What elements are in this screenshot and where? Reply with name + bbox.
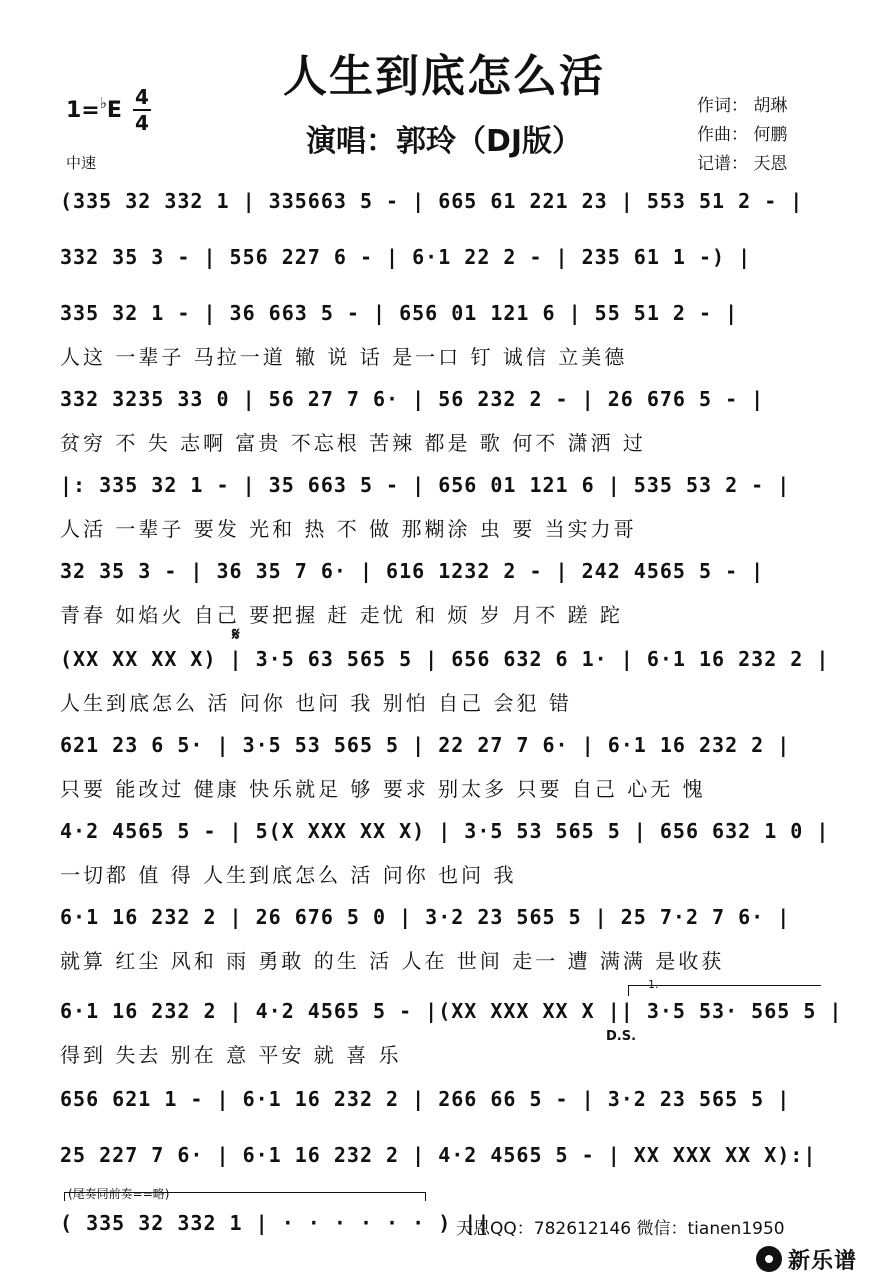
lyric-line: 就算 红尘 风和 雨 勇敢 的生 活 人在 世间 走一 遭 满满 是收获	[60, 949, 725, 973]
notation-line: ( 335 32 332 1 | · · · · · · ) ||	[60, 1211, 491, 1235]
music-disc-icon	[756, 1246, 782, 1272]
notation-line: |: 335 32 1 - | 35 663 5 - | 656 01 121 6 | 535 53 2 - |	[60, 473, 791, 497]
segno-sign: 𝄋	[232, 624, 240, 645]
time-signature-top: 4	[135, 85, 149, 109]
notation-line: (XX XX XX X) | 3·5 63 565 5 | 656 632 6 1· | 6·1 16 232 2 |	[60, 647, 830, 671]
transcriber-credit: 记谱： 天恩	[697, 154, 788, 174]
notation-line: 621 23 6 5· | 3·5 53 565 5 | 22 27 7 6· | 6·1 16 232 2 |	[60, 733, 791, 757]
key-signature: 1=♭E	[66, 94, 122, 123]
dal-segno-mark: D.S.	[606, 1029, 637, 1044]
notation-line: 25 227 7 6· | 6·1 16 232 2 | 4·2 4565 5 - | XX XXX XX X):|	[60, 1143, 817, 1167]
lyric-line: 人这 一辈子 马拉一道 辙 说 话 是一口 钉 诚信 立美德	[60, 345, 628, 369]
lyric-line: 青春 如焰火 自己 要把握 赶 走忧 和 烦 岁 月不 蹉 跎	[60, 603, 623, 627]
brand-logo	[756, 1242, 857, 1276]
credits	[697, 92, 787, 179]
notation-line: 6·1 16 232 2 | 26 676 5 0 | 3·2 23 565 5 | 25 7·2 7 6· |	[60, 905, 791, 929]
time-signature	[133, 86, 151, 134]
lyric-line: 贫穷 不 失 志啊 富贵 不忘根 苦辣 都是 歌 何不 潇洒 过	[60, 431, 646, 455]
notation-line: 6·1 16 232 2 | 4·2 4565 5 - |(XX XXX XX X || 3·5 53· 565 5 |	[60, 999, 843, 1023]
notation-line: 32 35 3 - | 36 35 7 6· | 616 1232 2 - | 242 4565 5 - |	[60, 559, 765, 583]
brand-name: 新乐谱	[788, 1248, 858, 1274]
outro-bracket	[64, 1192, 426, 1201]
notation-line: 656 621 1 - | 6·1 16 232 2 | 266 66 5 - | 3·2 23 565 5 |	[60, 1087, 791, 1111]
lyric-line: 人生到底怎么 活 问你 也问 我 别怕 自己 会犯 错	[60, 691, 572, 715]
composer-credit: 作曲： 何鹏	[697, 125, 788, 145]
outro-note: (尾奏同前奏==略)	[68, 1187, 170, 1201]
lyric-line: 一切都 值 得 人生到底怎么 活 问你 也问 我	[60, 863, 517, 887]
notation-line: (335 32 332 1 | 335663 5 - | 665 61 221 23 | 553 51 2 - |	[60, 189, 804, 213]
notation-line: 332 3235 33 0 | 56 27 7 6· | 56 232 2 - | 26 676 5 - |	[60, 387, 765, 411]
notation-line: 332 35 3 - | 556 227 6 - | 6·1 22 2 - | 235 61 1 -) |	[60, 245, 752, 269]
notation-line: 335 32 1 - | 36 663 5 - | 656 01 121 6 | 55 51 2 - |	[60, 301, 739, 325]
singer-subtitle: 演唱：郭玲（DJ版）	[305, 124, 583, 159]
volta-label: 1.	[648, 978, 659, 991]
song-title: 人生到底怎么活	[283, 51, 605, 102]
lyric-line: 人活 一辈子 要发 光和 热 不 做 那糊涂 虫 要 当实力哥	[60, 517, 637, 541]
notation-line: 4·2 4565 5 - | 5(X XXX XX X) | 3·5 53 565 5 | 656 632 1 0 |	[60, 819, 830, 843]
lyricist-credit: 作词： 胡琳	[697, 96, 788, 116]
tempo-marking: 中速	[66, 154, 97, 172]
lyric-line: 只要 能改过 健康 快乐就足 够 要求 别太多 只要 自己 心无 愧	[60, 777, 706, 801]
lyric-line: 得到 失去 别在 意 平安 就 喜 乐	[60, 1043, 402, 1067]
time-signature-bottom: 4	[135, 111, 149, 135]
transcriber-contact: 天恩QQ：782612146 微信：tianen1950	[456, 1219, 785, 1239]
